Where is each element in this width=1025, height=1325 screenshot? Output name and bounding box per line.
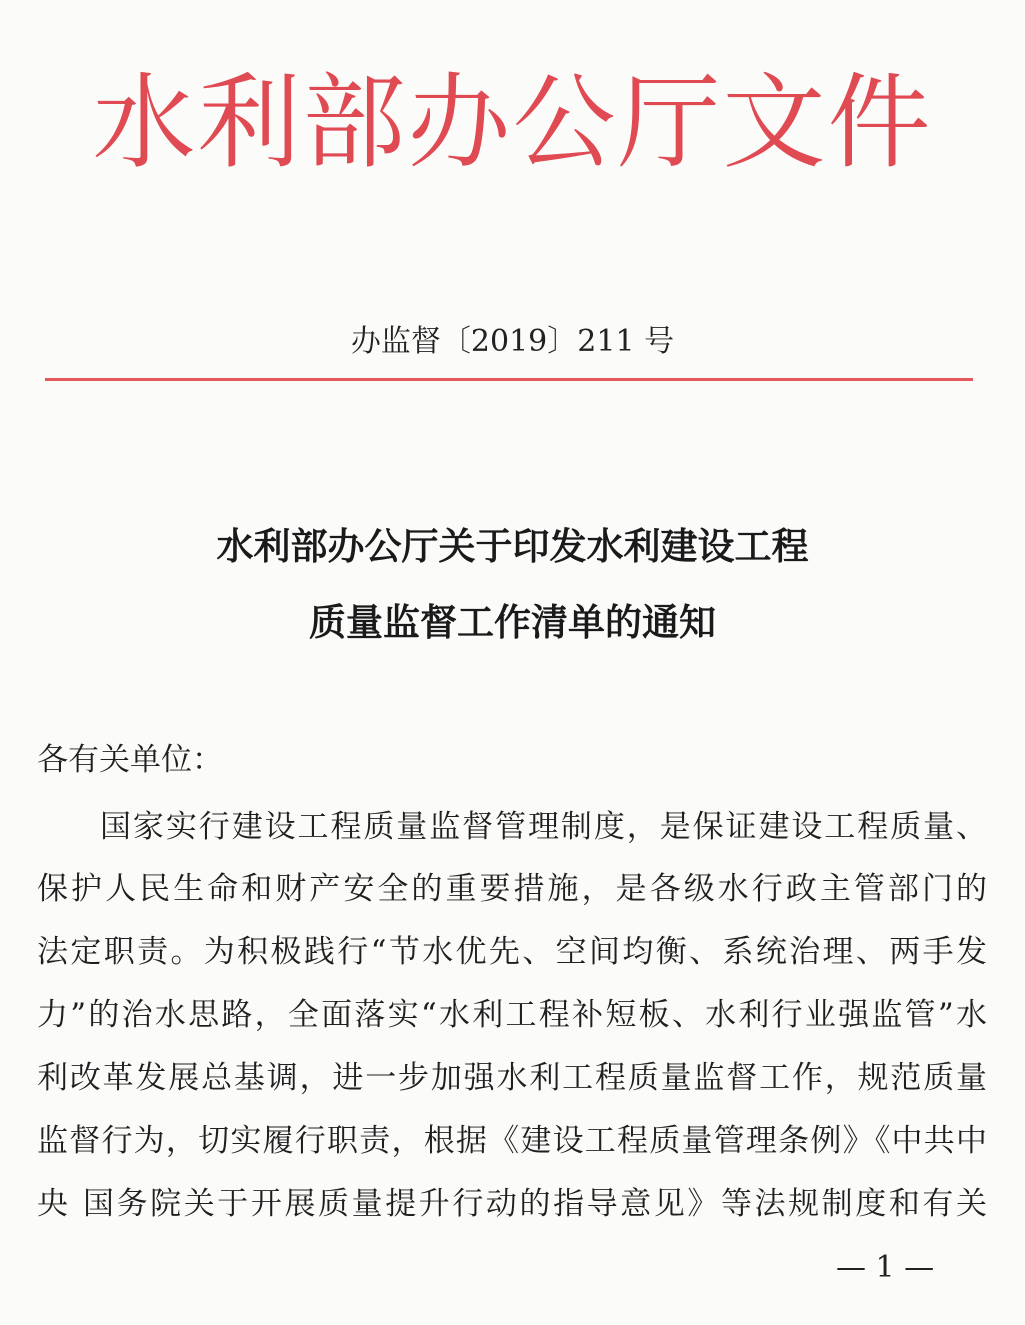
body-line-4: 力”的治水思路，全面落实“水利工程补短板、水利行业强监管”水 [37,997,987,1033]
body-line-3: 法定职责。为积极践行“节水优先、空间均衡、系统治理、两手发 [37,934,987,970]
notice-title-line-2: 质量监督工作清单的通知 [309,601,716,644]
header-divider [45,378,973,381]
body-line-7: 央 国务院关于开展质量提升行动的指导意见》等法规制度和有关 [37,1186,987,1222]
salutation: 各有关单位： [37,742,223,778]
body-line-1: 国家实行建设工程质量监督管理制度，是保证建设工程质量、 [100,809,987,845]
body-line-2: 保护人民生命和财产安全的重要措施，是各级水行政主管部门的 [37,871,987,907]
document-header-title: 水利部办公厅文件 [92,63,933,183]
body-line-6: 监督行为，切实履行职责，根据《建设工程质量管理条例》《中共中 [37,1123,987,1159]
document-number: 办监督〔2019〕211 号 [350,324,675,359]
page-number: — 1 — [836,1250,935,1285]
notice-title-line-1: 水利部办公厅关于印发水利建设工程 [216,525,809,568]
body-line-5: 利改革发展总基调，进一步加强水利工程质量监督工作，规范质量 [37,1060,987,1096]
